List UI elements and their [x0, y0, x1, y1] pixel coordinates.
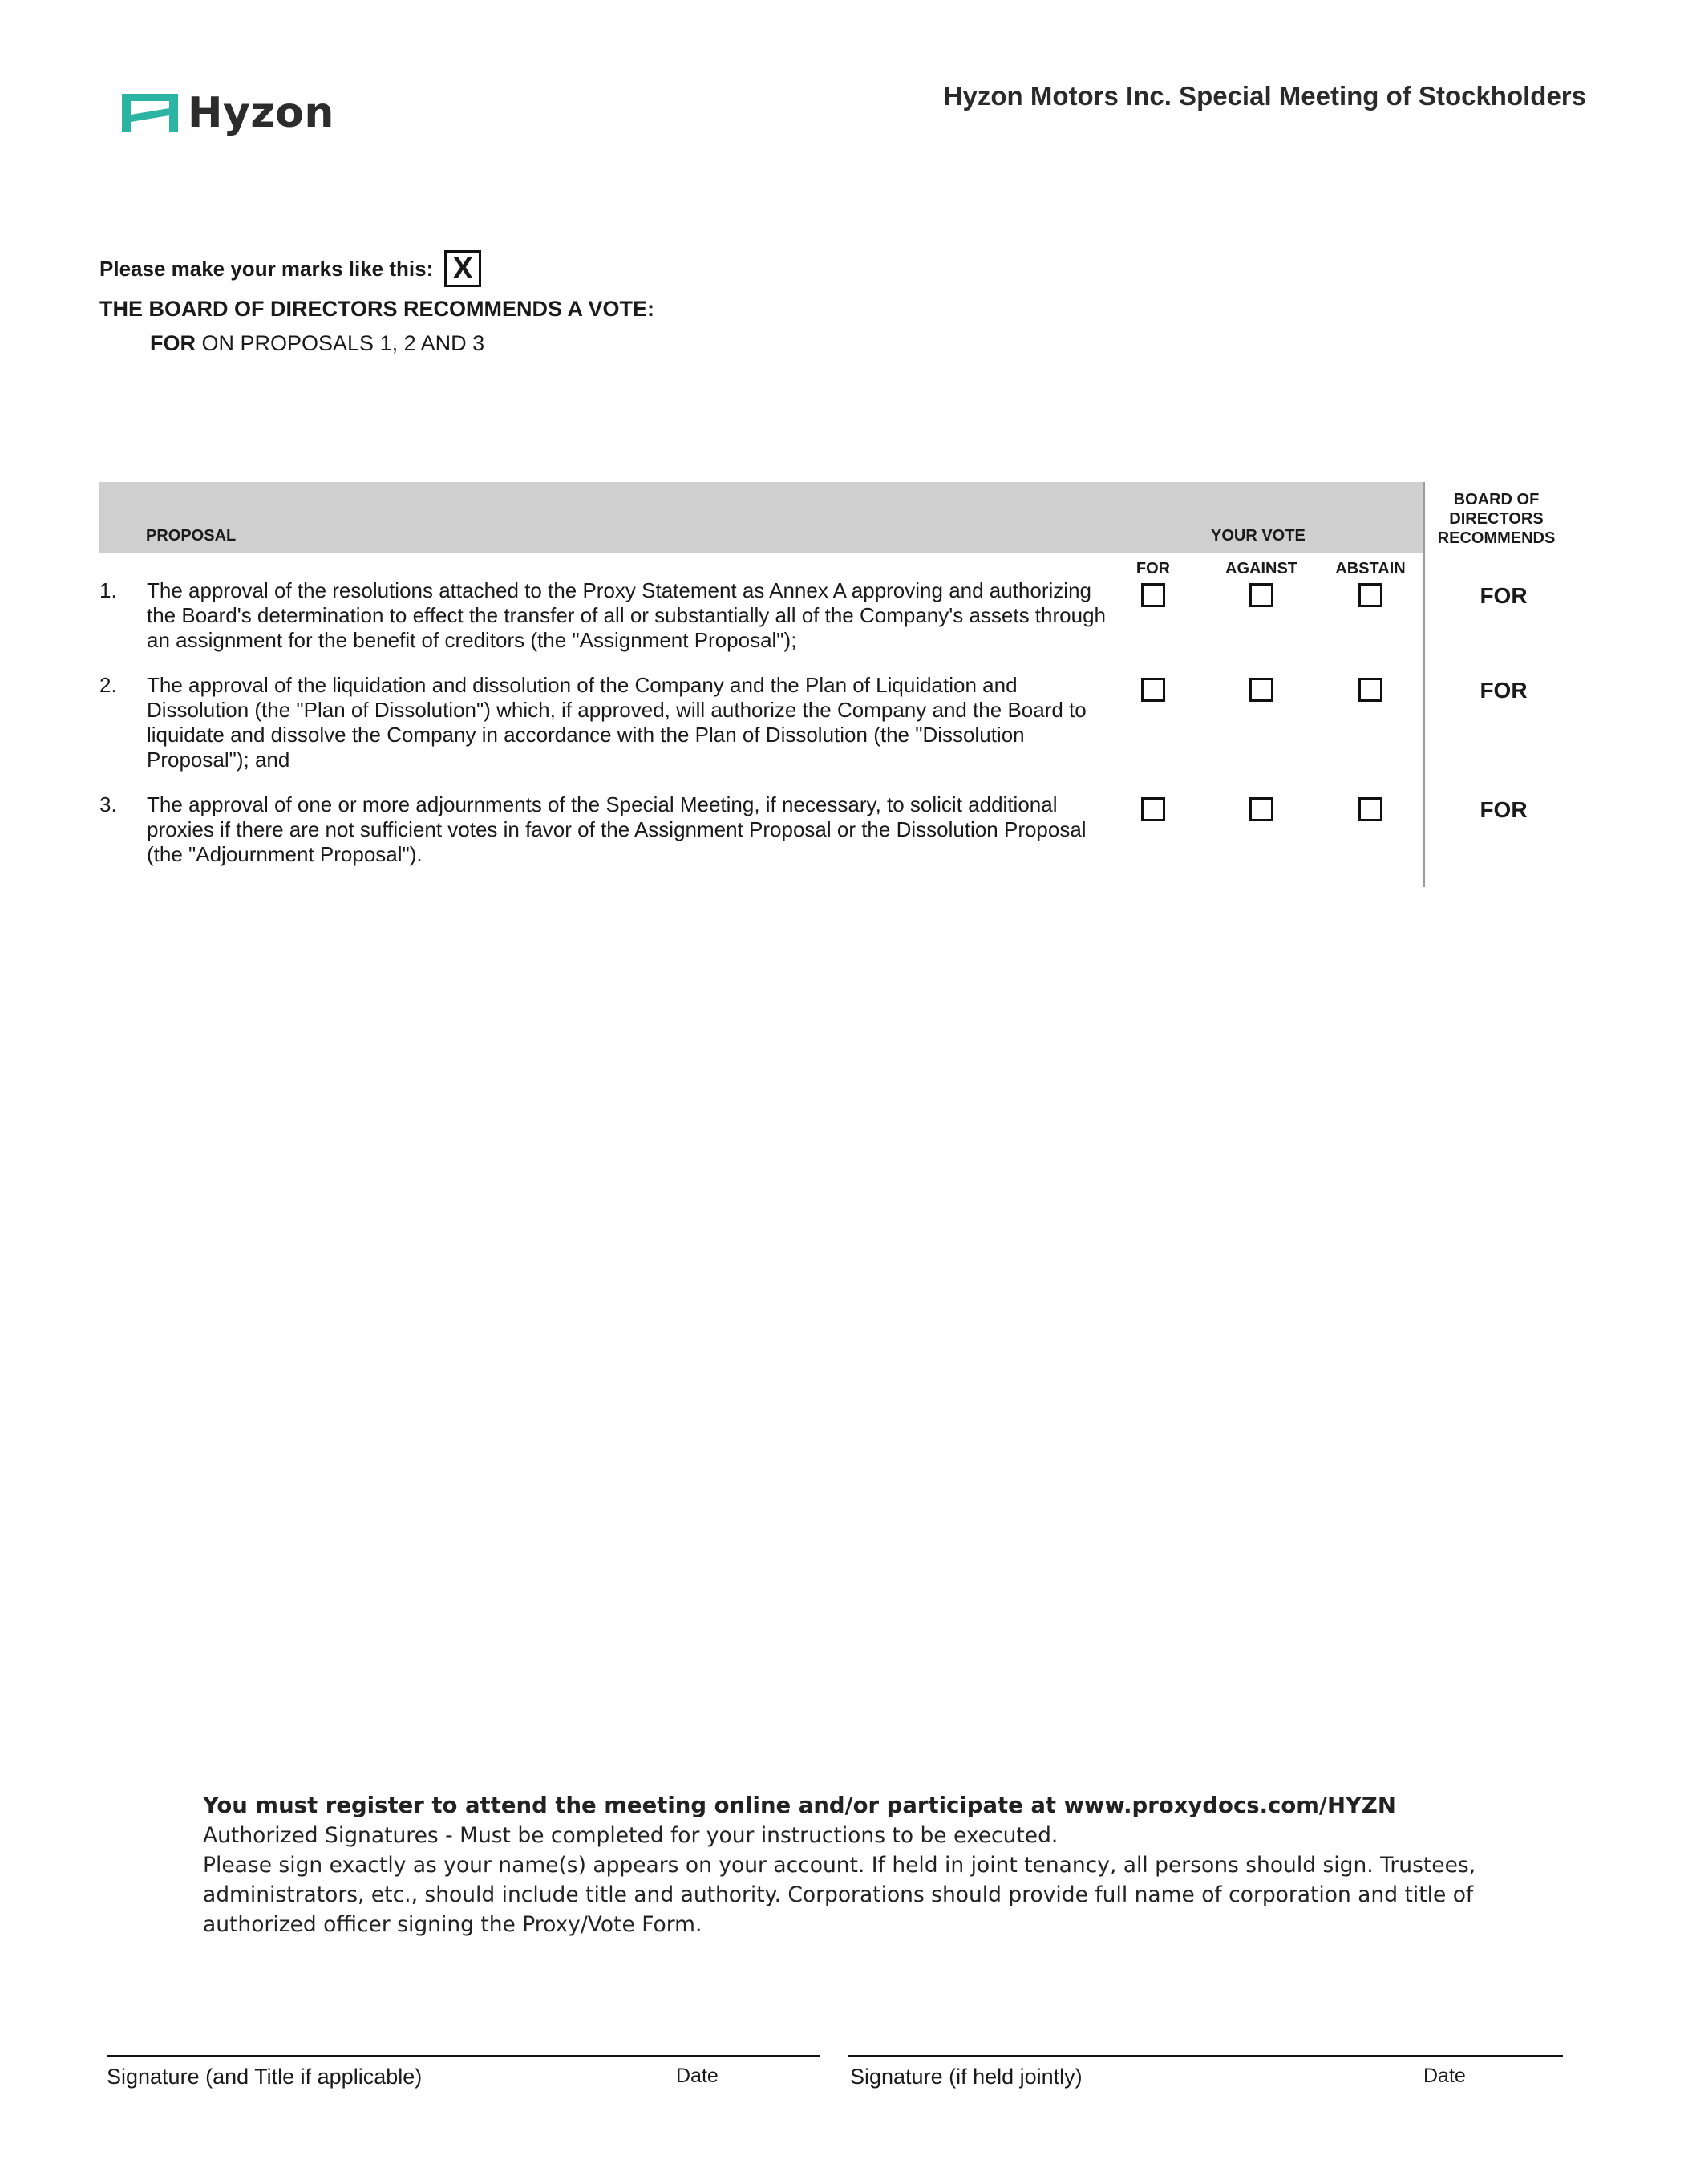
marks-instruction — [99, 250, 481, 287]
vote-column-for: FOR — [1135, 560, 1171, 577]
proposal-2-board-recommendation: FOR — [1480, 678, 1528, 703]
proposal-3-for-checkbox[interactable] — [1141, 797, 1165, 821]
proposal-3-number: 3. — [99, 792, 117, 816]
primary-signature-label: Signature (and Title if applicable) — [107, 2064, 423, 2089]
proposal-2-against-checkbox[interactable] — [1249, 678, 1273, 702]
proposal-1-board-recommendation: FOR — [1480, 583, 1528, 608]
joint-signature-line[interactable] — [848, 2055, 1563, 2057]
joint-signature-label: Signature (if held jointly) — [850, 2064, 1083, 2089]
meeting-title: Hyzon Motors Inc. Special Meeting of Stockholders — [943, 81, 1586, 111]
proposal-1-number: 1. — [99, 578, 117, 602]
proposal-1-text: The approval of the resolutions attached to the Proxy Statement as Annex A approving and authorizing the Board's determination to effect the transfer of all or substantially all of the Company's assets through an assignment for the benefit of creditors (the "Assignment Proposal"); — [147, 578, 1106, 652]
registration-notice: You must register to attend the meeting online and/or participate at www.proxydocs.com/HYZN — [203, 1793, 1396, 1818]
hyzon-logo-mark-icon — [120, 91, 180, 136]
board-recommendation-heading: THE BOARD OF DIRECTORS RECOMMENDS A VOTE: — [99, 297, 655, 321]
hyzon-logo — [120, 87, 377, 140]
proposal-1-abstain-checkbox[interactable] — [1358, 583, 1382, 607]
recommendation-summary-text: ON PROPOSALS 1, 2 AND 3 — [196, 331, 485, 355]
signature-instructions — [203, 1791, 1478, 1939]
board-recommends-column-header: BOARD OF DIRECTORS RECOMMENDS — [1437, 491, 1556, 547]
recommendation-summary — [150, 331, 484, 356]
column-divider — [1423, 482, 1425, 887]
example-mark-x-icon: X — [452, 252, 473, 286]
primary-signature-line[interactable] — [107, 2055, 820, 2057]
proposal-3-abstain-checkbox[interactable] — [1358, 797, 1382, 821]
proposal-1-against-checkbox[interactable] — [1249, 583, 1273, 607]
proposal-2-text: The approval of the liquidation and dissolution of the Company and the Plan of Liquidation and Dissolution (the "Plan of Dissolution") which, if approved, will authorize the Company and the Board to liquidate and dissolve the Company in accordance with the Plan of Dissolution (the "Dissolution Proposal"); and — [147, 673, 1087, 772]
authorized-signatures-note: Authorized Signatures - Must be completed for your instructions to be executed. — [203, 1823, 1059, 1848]
example-mark-box — [444, 250, 481, 287]
recommendation-for-word: FOR — [150, 331, 196, 355]
proposal-3-text: The approval of one or more adjournments of the Special Meeting, if necessary, to solicit additional proxies if there are not sufficient votes in favor of the Assignment Proposal or the Dissolution Proposal (the "Adjournment Proposal"). — [147, 792, 1087, 866]
your-vote-column-header: YOUR VOTE — [1211, 527, 1306, 545]
marks-label: Please make your marks like this: — [99, 256, 434, 281]
proposal-column-header: PROPOSAL — [146, 527, 237, 545]
proposal-2-number: 2. — [99, 673, 117, 697]
proposal-2-for-checkbox[interactable] — [1141, 678, 1165, 702]
vote-column-against: AGAINST — [1225, 560, 1297, 577]
sign-exactly-note: Please sign exactly as your name(s) appears on your account. If held in joint tenancy, all persons should sign. Trustees, administrators, etc., should include title and authority. Corporations should provide full name of corporation and title of authorized officer signing the Proxy/Vote Form. — [203, 1853, 1476, 1937]
primary-date-label: Date — [676, 2064, 719, 2087]
proposal-3-against-checkbox[interactable] — [1249, 797, 1273, 821]
vote-column-abstain: ABSTAIN — [1335, 560, 1406, 577]
brand-name: Hyzon — [188, 89, 334, 137]
proposal-1-for-checkbox[interactable] — [1141, 583, 1165, 607]
proposal-3-board-recommendation: FOR — [1480, 797, 1528, 822]
joint-date-label: Date — [1423, 2064, 1466, 2087]
proposal-2-abstain-checkbox[interactable] — [1358, 678, 1382, 702]
